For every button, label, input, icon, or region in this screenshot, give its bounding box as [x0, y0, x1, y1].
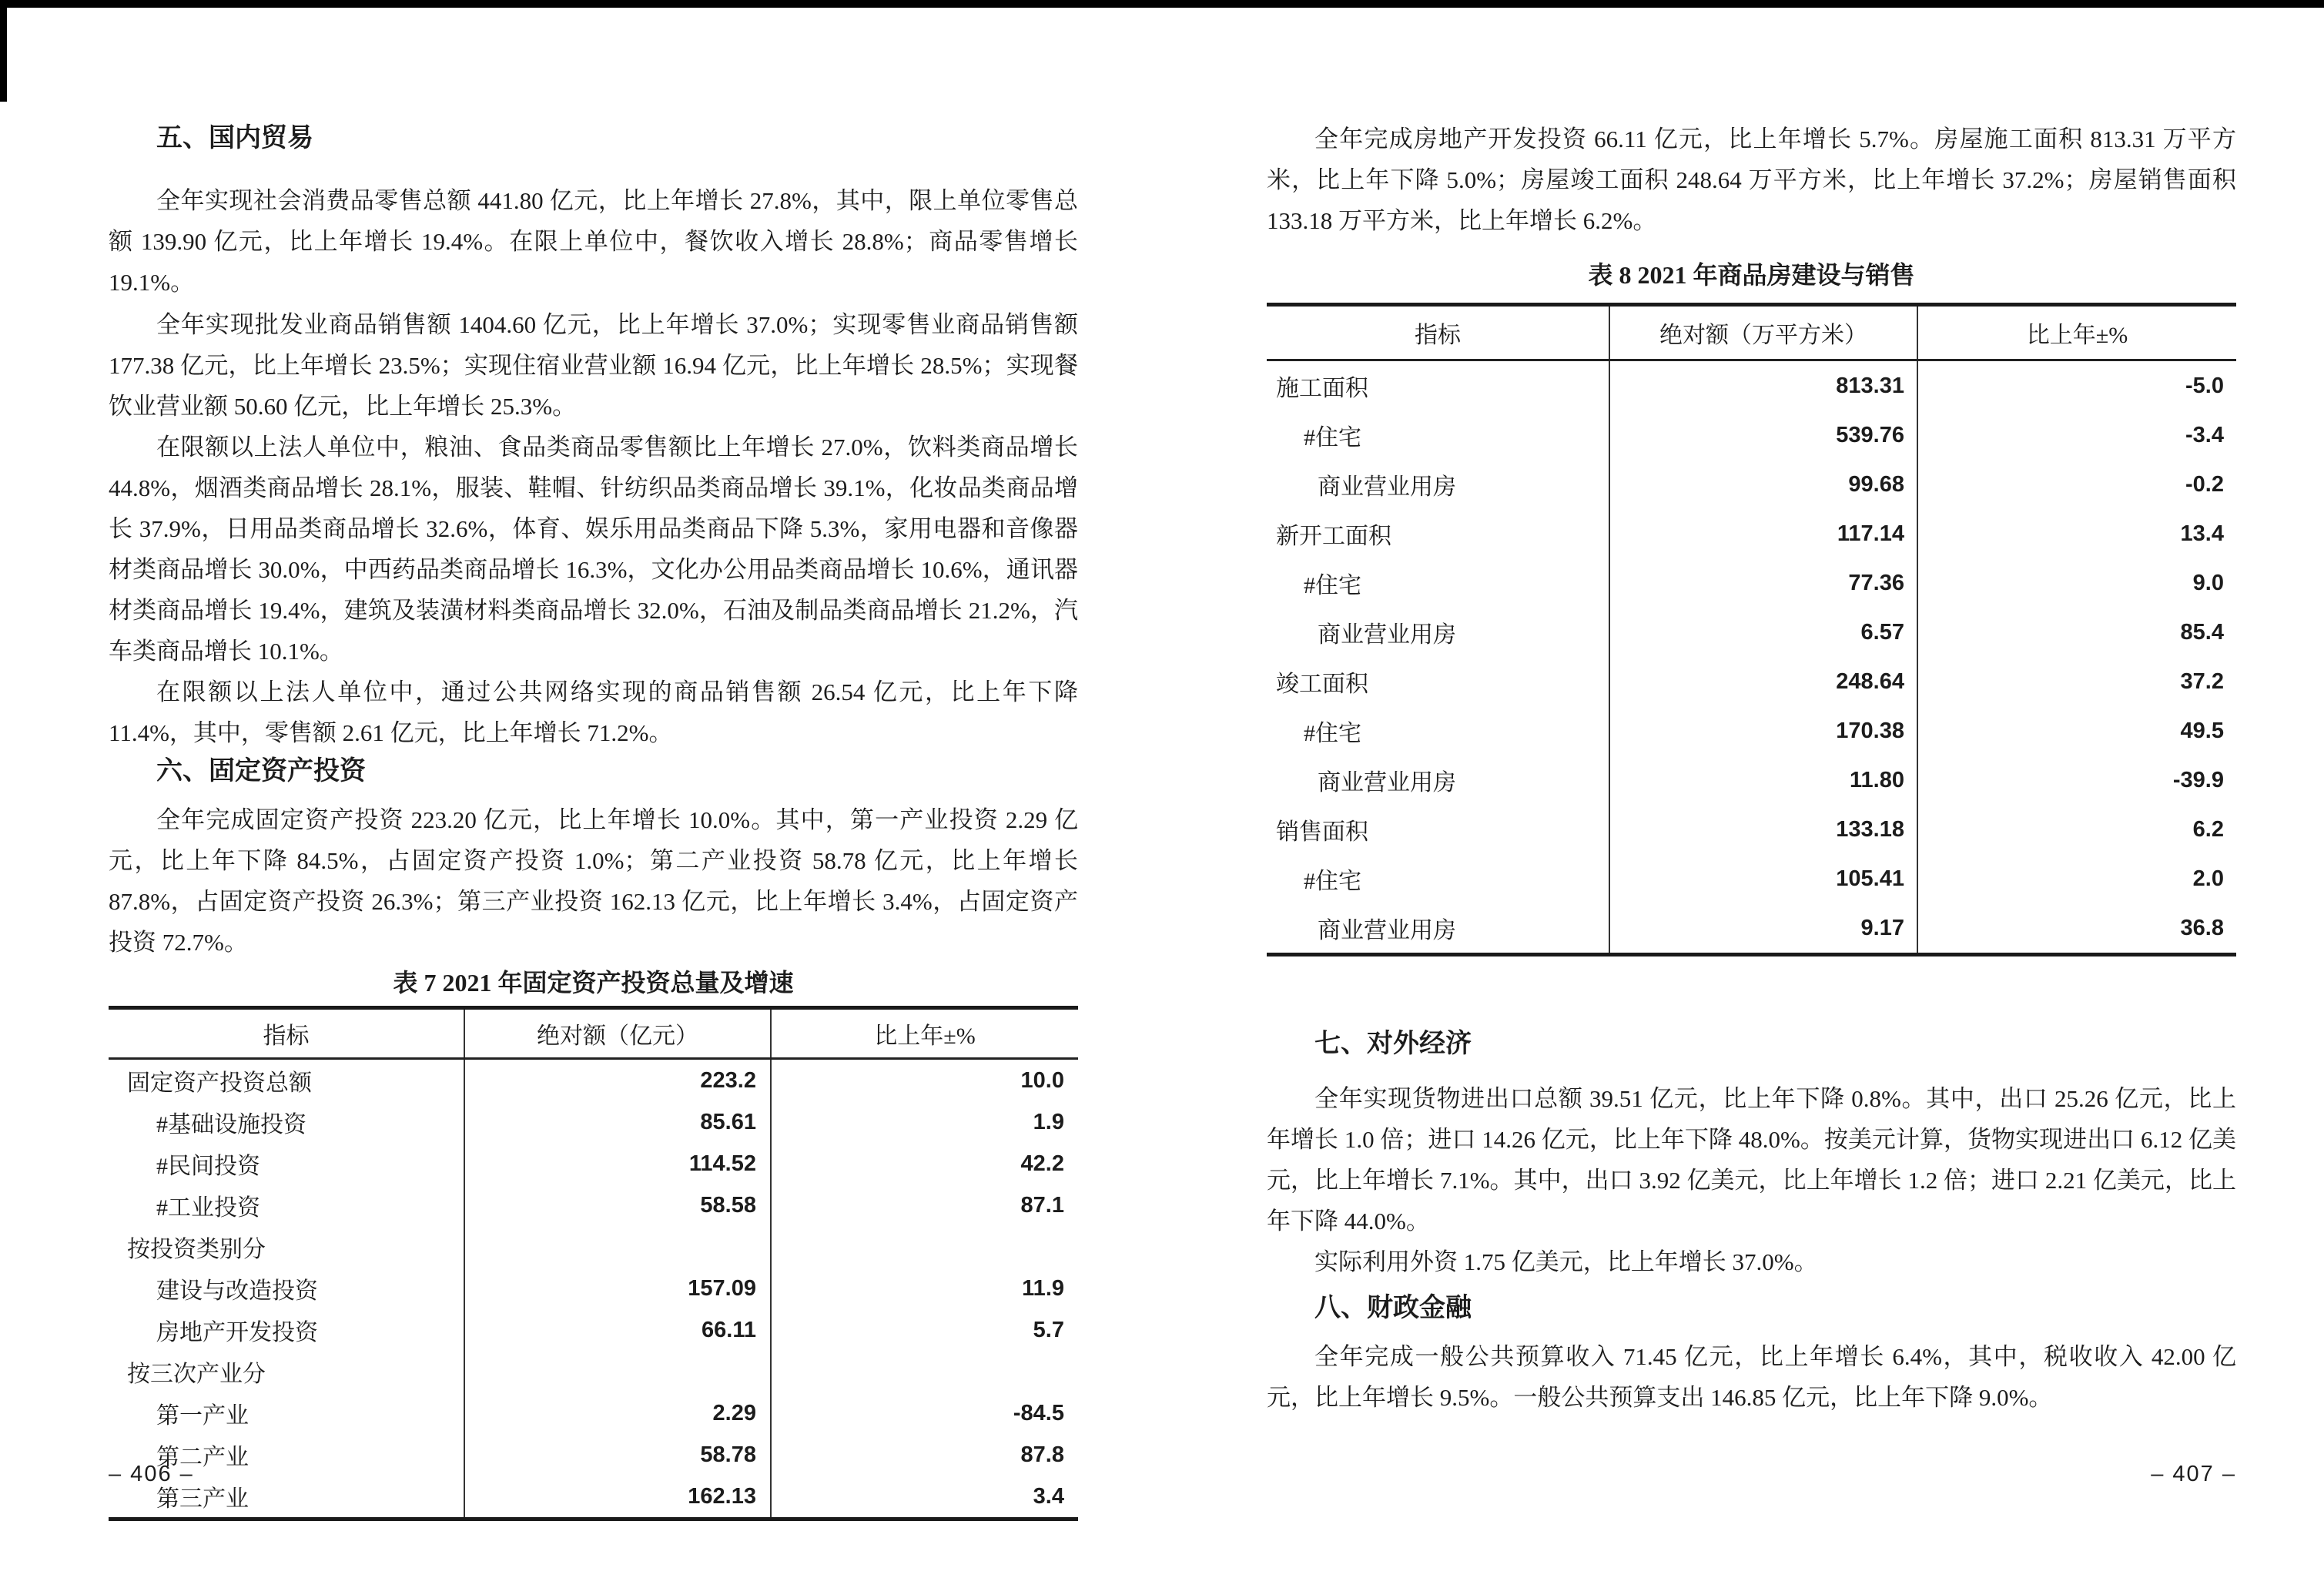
page-left: [109, 0, 1078, 1588]
table-row: [1267, 460, 2236, 509]
row-change-value: 2.0: [2192, 866, 2224, 891]
row-absolute-value: 157.09: [464, 1268, 771, 1309]
table7-body: [109, 1059, 1078, 1519]
scan-edge-artifact-left: [0, 0, 7, 102]
row-indicator-label: 竣工面积: [1267, 657, 1609, 706]
row-absolute-value: 11.80: [1609, 755, 1917, 805]
table8-header-change: 比上年±%: [1917, 305, 2236, 360]
table-row: [1267, 608, 2236, 657]
row-indicator-label: 商业营业用房: [1267, 460, 1609, 509]
row-indicator-label: #住宅: [1267, 410, 1609, 460]
row-indicator-label: 商业营业用房: [1267, 608, 1609, 657]
row-indicator-label: 固定资产投资总额: [109, 1059, 464, 1102]
section-heading-foreign-economy: 七、对外经济: [1314, 1030, 1472, 1058]
table-row: [1267, 410, 2236, 460]
row-absolute-value: 85.61: [464, 1101, 771, 1143]
row-indicator-label: #住宅: [1267, 706, 1609, 755]
paragraph-goods-categories: 在限额以上法人单位中，粮油、食品类商品零售额比上年增长 27.0%，饮料类商品增长 44.8%，烟酒类商品增长 28.1%，服装、鞋帽、针纺织品类商品增长 39.1%，化妆品类商品增长 37.9%，日用品类商品增长 32.6%，体育、娱乐用品类商品下降 5.3%，家用电器和音像器材类商品增长 30.0%，中西药品类商品增长 16.3%，文化办公用品类商品增长 10.6%，通讯器材类商品增长 19.4%，建筑及装潢材料类商品增长 32.0%，石油及制品类商品增长 21.2%，汽车类商品增长 10.1%。: [109, 434, 1078, 665]
table7-header-indicator: 指标: [109, 1008, 464, 1059]
row-absolute-value: 99.68: [1609, 460, 1917, 509]
row-change-value: [771, 1226, 1078, 1268]
row-indicator-label: 销售面积: [1267, 805, 1609, 854]
row-absolute-value: 133.18: [1609, 805, 1917, 854]
table-row: [1267, 755, 2236, 805]
table-row: [109, 1434, 1078, 1476]
row-change-value: -3.4: [2185, 422, 2224, 447]
row-change-value: 87.8: [1020, 1442, 1064, 1467]
table7-title: 表 7 2021 年固定资产投资总量及增速: [393, 969, 794, 997]
page-right: [1267, 0, 2236, 1588]
row-indicator-label: 建设与改造投资: [109, 1268, 464, 1309]
table7-fixed-investment: [109, 1006, 1078, 1521]
table-row: [109, 1184, 1078, 1226]
paragraph-fixed-investment: 全年完成固定资产投资 223.20 亿元，比上年增长 10.0%。其中，第一产业投资 2.29 亿元，比上年下降 84.5%，占固定资产投资 1.0%；第二产业投资 58.78 亿元，比上年增长 87.8%，占固定资产投资 26.3%；第三产业投资 162.13 亿元，比上年增长 3.4%，占固定资产投资 72.7%。: [109, 806, 1078, 956]
row-change-value: 85.4: [2180, 619, 2224, 645]
table8-title: 表 8 2021 年商品房建设与销售: [1588, 261, 1915, 289]
row-indicator-label: 按三次产业分: [109, 1351, 464, 1392]
row-change-value: 5.7: [1033, 1317, 1064, 1342]
row-absolute-value: 6.57: [1609, 608, 1917, 657]
row-indicator-label: 商业营业用房: [1267, 903, 1609, 955]
row-change-value: 36.8: [2180, 915, 2224, 940]
table8-housing: [1267, 303, 2236, 956]
row-change-value: 11.9: [1022, 1275, 1064, 1301]
section-heading-domestic-trade: 五、国内贸易: [156, 124, 313, 152]
row-absolute-value: 2.29: [464, 1392, 771, 1434]
row-indicator-label: 商业营业用房: [1267, 755, 1609, 805]
table-row: [109, 1392, 1078, 1434]
row-absolute-value: [464, 1226, 771, 1268]
table-row: [1267, 558, 2236, 608]
row-indicator-label: 施工面积: [1267, 360, 1609, 411]
table7-header-row: [109, 1008, 1078, 1059]
row-change-value: 9.0: [2192, 570, 2224, 595]
row-indicator-label: #工业投资: [109, 1184, 464, 1226]
row-indicator-label: #住宅: [1267, 854, 1609, 903]
table-row: [109, 1309, 1078, 1351]
table-row: [109, 1476, 1078, 1519]
row-absolute-value: 223.2: [464, 1059, 771, 1102]
row-indicator-label: #住宅: [1267, 558, 1609, 608]
row-change-value: 1.9: [1033, 1109, 1064, 1134]
row-change-value: -5.0: [2185, 373, 2224, 398]
row-indicator-label: #民间投资: [109, 1143, 464, 1184]
row-absolute-value: 105.41: [1609, 854, 1917, 903]
paragraph-online-sales: 在限额以上法人单位中，通过公共网络实现的商品销售额 26.54 亿元，比上年下降 11.4%，其中，零售额 2.61 亿元，比上年增长 71.2%。: [109, 678, 1078, 746]
table-row: [1267, 509, 2236, 558]
row-change-value: 3.4: [1033, 1483, 1064, 1509]
table-row: [109, 1059, 1078, 1102]
paragraph-imports-exports: 全年实现货物进出口总额 39.51 亿元，比上年下降 0.8%。其中，出口 25.26 亿元，比上年增长 1.0 倍；进口 14.26 亿元，比上年下降 48.0%。按美元计算，货物实现进出口 6.12 亿美元，比上年增长 7.1%。其中，出口 3.92 亿美元，比上年增长 1.2 倍；进口 2.21 亿美元，比上年下降 44.0%。: [1267, 1085, 2236, 1235]
table-row: [109, 1226, 1078, 1268]
table-row: [1267, 360, 2236, 411]
row-change-value: 13.4: [2180, 521, 2224, 546]
paragraph-real-estate: 全年完成房地产开发投资 66.11 亿元，比上年增长 5.7%。房屋施工面积 813.31 万平方米，比上年下降 5.0%；房屋竣工面积 248.64 万平方米，比上年增长 37.2%；房屋销售面积 133.18 万平方米，比上年增长 6.2%。: [1267, 126, 2236, 234]
table-row: [1267, 854, 2236, 903]
row-absolute-value: 58.78: [464, 1434, 771, 1476]
section-heading-fixed-investment: 六、固定资产投资: [156, 757, 366, 786]
row-absolute-value: 170.38: [1609, 706, 1917, 755]
table8-header-absolute: 绝对额（万平方米）: [1609, 305, 1917, 360]
row-indicator-label: 新开工面积: [1267, 509, 1609, 558]
row-absolute-value: 162.13: [464, 1476, 771, 1519]
row-indicator-label: 按投资类别分: [109, 1226, 464, 1268]
table8-header-row: [1267, 305, 2236, 360]
table-row: [109, 1268, 1078, 1309]
row-change-value: 42.2: [1020, 1151, 1064, 1176]
table7-header-change: 比上年±%: [771, 1008, 1078, 1059]
row-indicator-label: 第二产业: [109, 1434, 464, 1476]
page-number-left: – 406 –: [109, 1462, 194, 1486]
row-absolute-value: 9.17: [1609, 903, 1917, 955]
table-row: [1267, 805, 2236, 854]
row-absolute-value: 813.31: [1609, 360, 1917, 411]
row-change-value: 6.2: [2192, 816, 2224, 842]
row-change-value: 87.1: [1020, 1192, 1064, 1218]
paragraph-wholesale-retail: 全年实现批发业商品销售额 1404.60 亿元，比上年增长 37.0%；实现零售业商品销售额 177.38 亿元，比上年增长 23.5%；实现住宿业营业额 16.94 亿元，比上年增长 28.5%；实现餐饮业营业额 50.60 亿元，比上年增长 25.3%。: [109, 311, 1078, 420]
table-row: [109, 1351, 1078, 1392]
table7-header-absolute: 绝对额（亿元）: [464, 1008, 771, 1059]
row-absolute-value: 77.36: [1609, 558, 1917, 608]
row-absolute-value: 248.64: [1609, 657, 1917, 706]
row-indicator-label: #基础设施投资: [109, 1101, 464, 1143]
row-change-value: [771, 1351, 1078, 1392]
row-absolute-value: 117.14: [1609, 509, 1917, 558]
table-row: [1267, 706, 2236, 755]
table-row: [109, 1143, 1078, 1184]
paragraph-public-budget: 全年完成一般公共预算收入 71.45 亿元，比上年增长 6.4%，其中，税收收入 42.00 亿元，比上年增长 9.5%。一般公共预算支出 146.85 亿元，比上年下降 9.0%。: [1267, 1343, 2236, 1411]
row-indicator-label: 房地产开发投资: [109, 1309, 464, 1351]
row-absolute-value: [464, 1351, 771, 1392]
table-row: [1267, 903, 2236, 955]
paragraph-foreign-capital: 实际利用外资 1.75 亿美元，比上年增长 37.0%。: [1314, 1248, 1818, 1275]
row-change-value: -84.5: [1013, 1400, 1064, 1426]
table-row: [1267, 657, 2236, 706]
row-absolute-value: 58.58: [464, 1184, 771, 1226]
row-indicator-label: 第三产业: [109, 1476, 464, 1519]
row-absolute-value: 66.11: [464, 1309, 771, 1351]
row-absolute-value: 539.76: [1609, 410, 1917, 460]
row-change-value: 10.0: [1020, 1067, 1064, 1093]
row-change-value: 49.5: [2180, 718, 2224, 743]
row-change-value: -39.9: [2172, 767, 2224, 792]
row-absolute-value: 114.52: [464, 1143, 771, 1184]
section-heading-finance: 八、财政金融: [1314, 1294, 1472, 1322]
row-change-value: 37.2: [2180, 668, 2224, 694]
row-indicator-label: 第一产业: [109, 1392, 464, 1434]
page-number-right: – 407 –: [2151, 1462, 2236, 1486]
table8-header-indicator: 指标: [1267, 305, 1609, 360]
row-change-value: -0.2: [2185, 471, 2224, 497]
table-row: [109, 1101, 1078, 1143]
paragraph-retail-total: 全年实现社会消费品零售总额 441.80 亿元，比上年增长 27.8%，其中，限上单位零售总额 139.90 亿元，比上年增长 19.4%。在限上单位中，餐饮收入增长 28.8%；商品零售增长 19.1%。: [109, 187, 1078, 296]
table8-body: [1267, 360, 2236, 955]
